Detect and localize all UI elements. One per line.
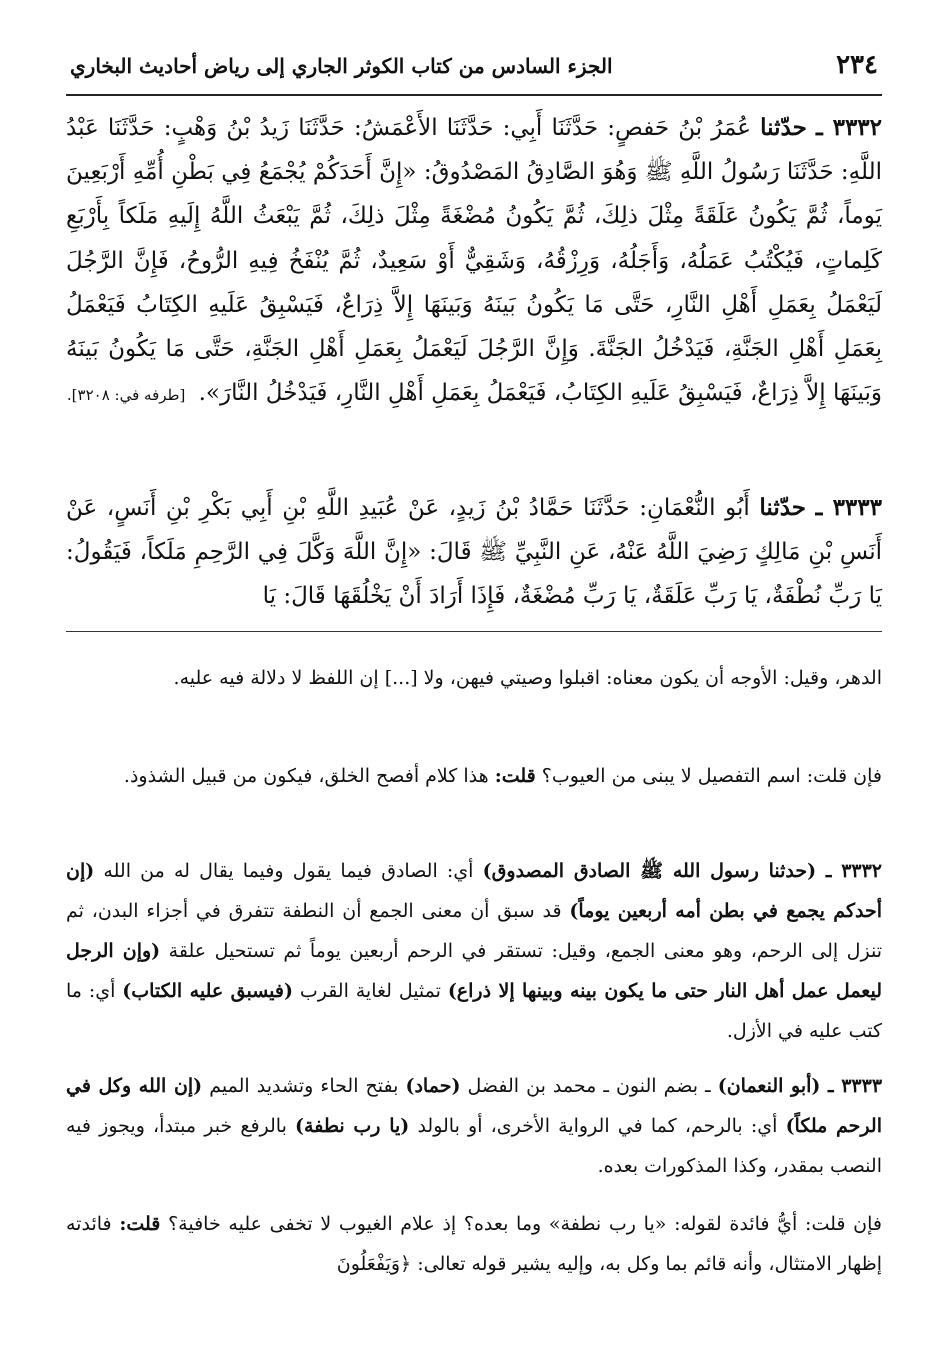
page-header — [66, 44, 882, 96]
quoted-phrase: (يا رب نطفة) — [295, 1115, 410, 1137]
commentary-text: أي: الصادق فيما يقول وفيما يقال له من الله — [103, 860, 474, 882]
commentary-text: بفتح الحاء وتشديد الميم — [209, 1075, 399, 1097]
quoted-phrase: (إن أحدكم يجمع في بطن أمه أربعين يوماً) — [66, 860, 882, 922]
running-title: الجزء السادس من كتاب الكوثر الجاري إلى رياض أحاديث البخاري — [70, 54, 613, 78]
page-number: ٢٣٤ — [836, 50, 878, 80]
commentary-text: ـ بضم النون ـ محمد بن الفضل — [467, 1075, 711, 1097]
commentary-heading: ٣٣٣٣ ـ (أبو النعمان) — [717, 1075, 883, 1097]
hadith-number: ٣٣٣٣ ـ — [815, 494, 882, 521]
commentary-text: أي: بالرحم، كما في الرواية الأخرى، أو بالولد — [417, 1115, 778, 1137]
commentary-text: أي: ما كتب عليه في الأزل. — [66, 980, 882, 1042]
commentary-text: قد سبق أن معنى الجمع أن النطفة تتفرق في أجزاء البدن، ثم تنزل إلى الرحم، وهو معنى الجمع، وقيل: تستقر في الرحم أربعين يوماً ثم تستحيل علقة — [66, 900, 882, 962]
hadith-text: عُمَرُ بْنُ حَفصٍ: حَدَّثَنَا أَبِي: حَدَّثَنَا الأَعْمَشُ: حَدَّثَنَا زَيدُ بْنُ وَهْبٍ: حَدَّثَنَا عَبْدُ اللَّهِ: حَدَّثَنَا رَسُولُ اللَّهِ ﷺ وَهُوَ الصَّادِقُ المَصْدُوقُ: «إِنَّ أَحَدَكُمْ يُجْمَعُ فِي بَطْنِ أُمِّهِ أَرْبَعِينَ يَوماً، ثُمَّ يَكُونُ عَلَقَةً مِثْلَ ذلِكَ، ثُمَّ يَكُونُ مُضْغَةً مِثْلَ ذلِكَ، ثُمَّ يَبْعَثُ اللَّهُ إِلَيهِ مَلَكاً بِأَرْبَعِ كَلِماتٍ، فَيُكْتُبُ عَمَلُهُ، وَأَجَلُهُ، وَرِزْقُهُ، وَشَقِيٌّ أَوْ سَعِيدٌ، ثُمَّ يُنْفَخُ فِيهِ الرُّوحُ، فَإِنَّ الرَّجُلَ لَيَعْمَلُ بِعَمَلِ أَهْلِ النَّارِ، حَتَّى مَا يَكُونُ بَينَهُ وَبَينَهَا إِلاَّ ذِرَاعٌ، فَيَسْبِقُ عَلَيهِ الكِتَابُ فَيَعْمَلُ بِعَمَلِ أَهْلِ الجَنَّةِ، فَيَدْخُلُ الجَنَّةَ. وَإِنَّ الرَّجُلَ لَيَعْمَلُ بِعَمَلِ أَهْلِ الجَنَّةِ، حَتَّى مَا يَكُونُ بَينَهُ وَبَينَهَا إِلاَّ ذِرَاعٌ، فَيَسْبِقُ عَلَيهِ الكِتَابُ، فَيَعْمَلُ بِعَمَلِ أَهْلِ النَّارِ، فَيَدْخُلُ النَّارَ». — [66, 115, 882, 407]
commentary-heading: ٣٣٣٢ ـ (حدثنا رسول الله ﷺ الصادق المصدوق) — [482, 860, 883, 882]
quoted-phrase: (فيسبق عليه الكتاب) — [122, 980, 293, 1002]
hadith-opener: حدّثنا — [760, 114, 807, 141]
commentary-text: بالرفع خبر مبتدأ، ويجوز فيه النصب بمقدر، وكذا المذكورات بعده. — [66, 1115, 882, 1177]
commentary-paragraph-2 — [66, 756, 882, 796]
cross-reference: [طرفه في: ٣٢٠٨]. — [66, 386, 186, 405]
commentary-text: فإن قلت: أيُّ فائدة لقوله: «يا رب نطفة» وما بعده؟ إذ علام الغيوب لا تخفى عليه خافية؟ — [168, 1213, 882, 1235]
hadith-3332 — [66, 106, 882, 506]
commentary-paragraph-1 — [66, 658, 882, 698]
hadith-text: أَبُو النُّعْمَانِ: حَدَّثَنَا حَمَّادُ بْنُ زَيدٍ، عَنْ عُبَيدِ اللَّهِ بْنِ أَبِي بَكْرِ بْنِ أَنَسٍ، عَنْ أَنَسِ بْنِ مَالِكٍ رَضِيَ اللَّهُ عَنْهُ، عَنِ النَّبِيِّ ﷺ قَالَ: «إِنَّ اللَّهَ وَكَّلَ فِي الرَّحِمِ مَلَكاً، فَيَقُولُ: يَا رَبِّ نُطْفَةٌ، يَا رَبِّ عَلَقَةٌ، يَا رَبِّ مُضْغَةٌ، فَإِذَا أَرَادَ أَنْ يَخْلُقَهَا قَالَ: يَا — [66, 495, 882, 610]
quoted-phrase: (إن الله وكل في الرحم ملكاً) — [66, 1075, 882, 1137]
hadith-opener: حدّثنا — [759, 494, 807, 521]
commentary-text: هذا كلام أفصح الخلق، فيكون من قبيل الشذوذ. — [123, 765, 489, 787]
commentary-paragraph-3 — [66, 851, 882, 1051]
commentary-text: فإن قلت: اسم التفصيل لا يبنى من العيوب؟ — [541, 765, 882, 787]
commentary-text: تمثيل لغاية القرب — [299, 980, 441, 1002]
quoted-phrase: (حماد) — [405, 1075, 461, 1097]
hadith-number: ٣٣٣٢ ـ — [815, 114, 883, 141]
commentary-paragraph-4 — [66, 1066, 882, 1186]
commentary-text: الدهر، وقيل: الأوجه أن يكون معناه: اقبلوا وصيتي فيهن، ولا [...] إن اللفظ لا دلالة فيه عليه. — [173, 667, 882, 689]
answer-label: قلت: — [494, 765, 536, 787]
answer-label: قلت: — [119, 1213, 161, 1235]
commentary-text: فائدته إظهار الامتثال، وأنه قائم بما وكل به، وإليه يشير قوله تعالى: ﴿وَيَفْعَلُونَ — [66, 1213, 882, 1275]
footnote-divider — [66, 631, 882, 632]
hadith-3333 — [66, 486, 882, 666]
commentary-paragraph-5 — [66, 1204, 882, 1284]
quoted-phrase: (وإن الرجل ليعمل عمل أهل النار حتى ما يكون بينه وبينها إلا ذراع) — [66, 940, 882, 1002]
